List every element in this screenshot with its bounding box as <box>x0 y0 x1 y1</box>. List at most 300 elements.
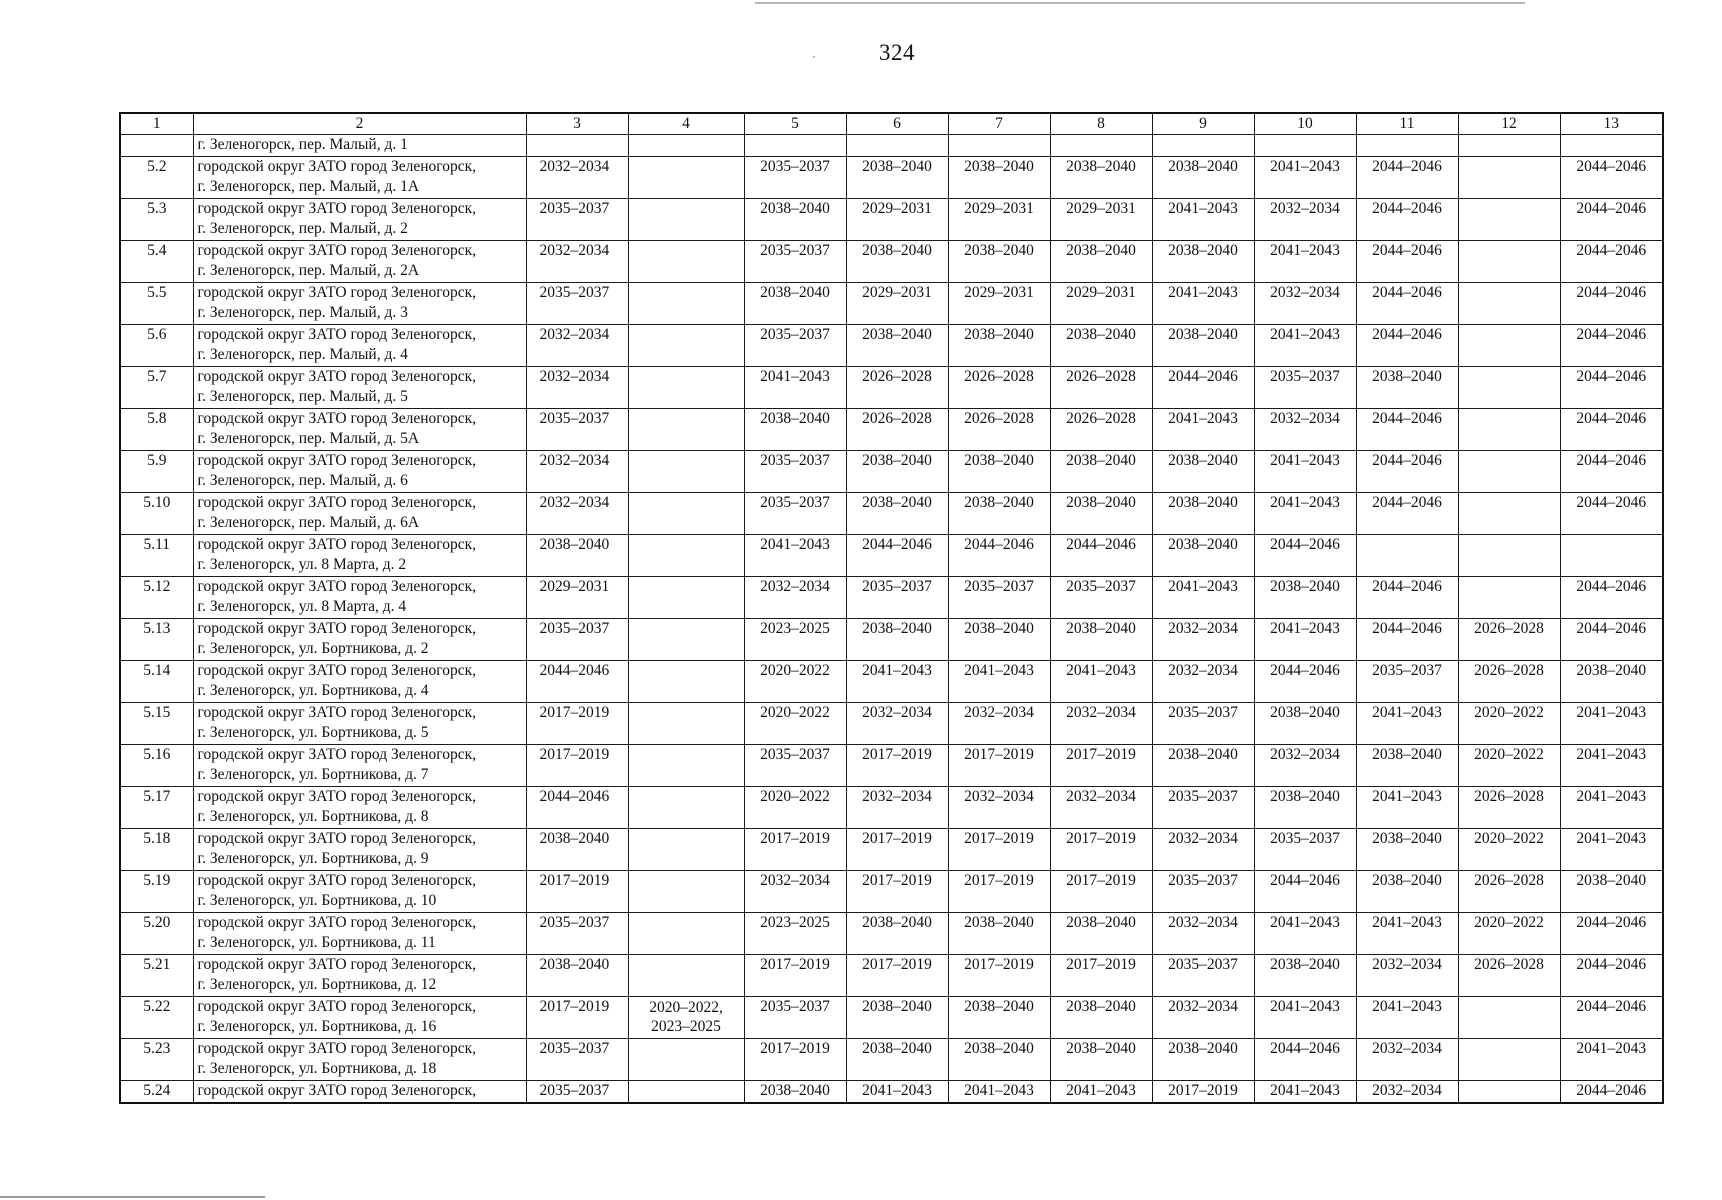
row-number-cell: 5.6 <box>120 325 193 367</box>
table-row <box>120 1081 1663 1104</box>
value-cell: 2044–2046 <box>1560 367 1663 409</box>
value-cell: 2038–2040 <box>948 493 1050 535</box>
value-cell: 2041–2043 <box>1356 913 1458 955</box>
value-cell <box>1458 1081 1560 1104</box>
value-cell: 2041–2043 <box>1254 325 1356 367</box>
address-cell: городской округ ЗАТО город Зеленогорск, г. Зеленогорск, ул. Бортникова, д. 2 <box>193 619 526 661</box>
value-cell: 2017–2019 <box>526 745 628 787</box>
value-cell: 2035–2037 <box>948 577 1050 619</box>
value-cell: 2038–2040 <box>1152 241 1254 283</box>
value-cell: 2041–2043 <box>1050 661 1152 703</box>
address-cell: городской округ ЗАТО город Зеленогорск, г. Зеленогорск, ул. 8 Марта, д. 4 <box>193 577 526 619</box>
column-header-10: 10 <box>1254 113 1356 135</box>
value-cell: 2020–2022 <box>744 703 846 745</box>
value-cell: 2038–2040 <box>846 493 948 535</box>
table-row <box>120 913 1663 955</box>
value-cell: 2038–2040 <box>846 241 948 283</box>
address-cell: городской округ ЗАТО город Зеленогорск, г. Зеленогорск, ул. Бортникова, д. 5 <box>193 703 526 745</box>
value-cell: 2035–2037 <box>744 325 846 367</box>
value-cell: 2020–2022 <box>1458 703 1560 745</box>
value-cell: 2020–2022, 2023–2025 <box>628 997 744 1039</box>
value-cell: 2035–2037 <box>526 1081 628 1104</box>
value-cell: 2041–2043 <box>1254 997 1356 1039</box>
value-cell: 2041–2043 <box>846 661 948 703</box>
value-cell <box>1458 241 1560 283</box>
value-cell: 2044–2046 <box>1560 1081 1663 1104</box>
value-cell: 2044–2046 <box>1356 157 1458 199</box>
value-cell <box>628 283 744 325</box>
value-cell <box>1458 135 1560 157</box>
value-cell: 2032–2034 <box>1152 619 1254 661</box>
value-cell: 2038–2040 <box>846 1039 948 1081</box>
value-cell: 2020–2022 <box>1458 913 1560 955</box>
value-cell: 2026–2028 <box>1458 661 1560 703</box>
value-cell <box>628 661 744 703</box>
row-number-cell: 5.4 <box>120 241 193 283</box>
value-cell: 2026–2028 <box>1458 955 1560 997</box>
value-cell: 2035–2037 <box>744 493 846 535</box>
value-cell: 2038–2040 <box>1152 451 1254 493</box>
value-cell: 2038–2040 <box>1254 787 1356 829</box>
value-cell: 2038–2040 <box>1152 535 1254 577</box>
value-cell: 2029–2031 <box>526 577 628 619</box>
value-cell: 2038–2040 <box>1050 493 1152 535</box>
address-cell: городской округ ЗАТО город Зеленогорск, г. Зеленогорск, пер. Малый, д. 6А <box>193 493 526 535</box>
address-cell: городской округ ЗАТО город Зеленогорск, г. Зеленогорск, пер. Малый, д. 2А <box>193 241 526 283</box>
address-cell: городской округ ЗАТО город Зеленогорск, г. Зеленогорск, ул. Бортникова, д. 8 <box>193 787 526 829</box>
value-cell: 2038–2040 <box>526 535 628 577</box>
value-cell: 2044–2046 <box>846 535 948 577</box>
table-row <box>120 703 1663 745</box>
value-cell: 2029–2031 <box>1050 199 1152 241</box>
address-cell: городской округ ЗАТО город Зеленогорск, г. Зеленогорск, ул. Бортникова, д. 9 <box>193 829 526 871</box>
table-row <box>120 241 1663 283</box>
value-cell: 2038–2040 <box>744 1081 846 1104</box>
value-cell: 2032–2034 <box>1356 955 1458 997</box>
value-cell: 2044–2046 <box>1356 619 1458 661</box>
value-cell: 2044–2046 <box>526 661 628 703</box>
value-cell <box>1560 135 1663 157</box>
value-cell <box>628 913 744 955</box>
value-cell: 2017–2019 <box>846 745 948 787</box>
value-cell <box>628 871 744 913</box>
row-number-cell: 5.21 <box>120 955 193 997</box>
value-cell: 2017–2019 <box>744 829 846 871</box>
value-cell: 2038–2040 <box>1050 325 1152 367</box>
value-cell: 2044–2046 <box>1560 157 1663 199</box>
value-cell: 2038–2040 <box>1356 367 1458 409</box>
address-cell: городской округ ЗАТО город Зеленогорск, г. Зеленогорск, ул. Бортникова, д. 4 <box>193 661 526 703</box>
value-cell <box>1458 325 1560 367</box>
value-cell: 2044–2046 <box>1254 871 1356 913</box>
value-cell <box>1356 535 1458 577</box>
value-cell: 2020–2022 <box>744 661 846 703</box>
value-cell: 2032–2034 <box>1254 409 1356 451</box>
value-cell: 2044–2046 <box>948 535 1050 577</box>
value-cell: 2032–2034 <box>526 325 628 367</box>
value-cell: 2032–2034 <box>1152 661 1254 703</box>
value-cell: 2038–2040 <box>1152 745 1254 787</box>
value-cell: 2041–2043 <box>1152 577 1254 619</box>
value-cell: 2038–2040 <box>744 409 846 451</box>
row-number-cell: 5.13 <box>120 619 193 661</box>
table-row <box>120 997 1663 1039</box>
value-cell <box>628 1039 744 1081</box>
value-cell: 2044–2046 <box>1152 367 1254 409</box>
value-cell <box>628 577 744 619</box>
value-cell: 2044–2046 <box>1560 997 1663 1039</box>
value-cell: 2041–2043 <box>1254 241 1356 283</box>
value-cell: 2044–2046 <box>1560 913 1663 955</box>
value-cell: 2017–2019 <box>744 955 846 997</box>
row-number-cell: 5.12 <box>120 577 193 619</box>
value-cell: 2041–2043 <box>1254 493 1356 535</box>
value-cell <box>846 135 948 157</box>
value-cell: 2017–2019 <box>846 955 948 997</box>
value-cell: 2032–2034 <box>526 157 628 199</box>
value-cell: 2017–2019 <box>1050 871 1152 913</box>
value-cell: 2035–2037 <box>744 157 846 199</box>
value-cell: 2044–2046 <box>1560 451 1663 493</box>
value-cell: 2035–2037 <box>744 997 846 1039</box>
value-cell <box>628 535 744 577</box>
value-cell: 2044–2046 <box>1356 493 1458 535</box>
value-cell: 2035–2037 <box>744 745 846 787</box>
value-cell <box>628 1081 744 1104</box>
value-cell <box>628 325 744 367</box>
value-cell: 2035–2037 <box>744 451 846 493</box>
table-row <box>120 367 1663 409</box>
value-cell: 2026–2028 <box>846 409 948 451</box>
value-cell: 2041–2043 <box>1050 1081 1152 1104</box>
address-cell: городской округ ЗАТО город Зеленогорск, г. Зеленогорск, пер. Малый, д. 5 <box>193 367 526 409</box>
address-cell: городской округ ЗАТО город Зеленогорск, г. Зеленогорск, пер. Малый, д. 5А <box>193 409 526 451</box>
value-cell: 2032–2034 <box>846 787 948 829</box>
value-cell <box>1458 997 1560 1039</box>
value-cell: 2038–2040 <box>1254 955 1356 997</box>
value-cell: 2044–2046 <box>1560 577 1663 619</box>
value-cell: 2044–2046 <box>1560 493 1663 535</box>
value-cell <box>628 409 744 451</box>
value-cell: 2032–2034 <box>1152 913 1254 955</box>
value-cell: 2032–2034 <box>948 787 1050 829</box>
table-row <box>120 157 1663 199</box>
column-header-6: 6 <box>846 113 948 135</box>
value-cell: 2035–2037 <box>1050 577 1152 619</box>
value-cell: 2044–2046 <box>1560 619 1663 661</box>
value-cell: 2032–2034 <box>1356 1081 1458 1104</box>
value-cell: 2038–2040 <box>1050 157 1152 199</box>
value-cell: 2041–2043 <box>1560 787 1663 829</box>
value-cell <box>628 955 744 997</box>
value-cell: 2026–2028 <box>948 409 1050 451</box>
value-cell: 2044–2046 <box>1356 325 1458 367</box>
table-row <box>120 745 1663 787</box>
value-cell: 2044–2046 <box>1356 577 1458 619</box>
address-cell: г. Зеленогорск, пер. Малый, д. 1 <box>193 135 526 157</box>
value-cell <box>628 135 744 157</box>
value-cell <box>1050 135 1152 157</box>
value-cell <box>1458 577 1560 619</box>
value-cell: 2041–2043 <box>948 1081 1050 1104</box>
address-cell: городской округ ЗАТО город Зеленогорск, г. Зеленогорск, ул. Бортникова, д. 18 <box>193 1039 526 1081</box>
table-row <box>120 661 1663 703</box>
value-cell <box>1458 451 1560 493</box>
value-cell: 2032–2034 <box>948 703 1050 745</box>
value-cell: 2038–2040 <box>1254 703 1356 745</box>
value-cell <box>526 135 628 157</box>
table-row <box>120 871 1663 913</box>
value-cell: 2038–2040 <box>948 619 1050 661</box>
header-row <box>120 113 1663 135</box>
value-cell: 2041–2043 <box>1254 619 1356 661</box>
value-cell: 2035–2037 <box>1152 787 1254 829</box>
value-cell: 2038–2040 <box>744 199 846 241</box>
column-header-11: 11 <box>1356 113 1458 135</box>
value-cell: 2035–2037 <box>1254 367 1356 409</box>
column-header-3: 3 <box>526 113 628 135</box>
value-cell: 2017–2019 <box>526 997 628 1039</box>
value-cell: 2041–2043 <box>744 535 846 577</box>
value-cell: 2017–2019 <box>948 745 1050 787</box>
address-cell: городской округ ЗАТО город Зеленогорск, г. Зеленогорск, пер. Малый, д. 3 <box>193 283 526 325</box>
row-number-cell: 5.2 <box>120 157 193 199</box>
row-number-cell: 5.23 <box>120 1039 193 1081</box>
value-cell: 2041–2043 <box>1152 283 1254 325</box>
value-cell: 2026–2028 <box>1458 619 1560 661</box>
value-cell: 2038–2040 <box>846 997 948 1039</box>
table-row <box>120 451 1663 493</box>
column-header-4: 4 <box>628 113 744 135</box>
value-cell: 2032–2034 <box>744 577 846 619</box>
value-cell: 2044–2046 <box>1356 283 1458 325</box>
value-cell: 2029–2031 <box>846 283 948 325</box>
value-cell: 2038–2040 <box>846 619 948 661</box>
value-cell <box>1458 535 1560 577</box>
row-number-cell <box>120 135 193 157</box>
value-cell <box>1458 409 1560 451</box>
column-header-13: 13 <box>1560 113 1663 135</box>
value-cell: 2026–2028 <box>846 367 948 409</box>
row-number-cell: 5.22 <box>120 997 193 1039</box>
value-cell: 2017–2019 <box>526 703 628 745</box>
table-row <box>120 493 1663 535</box>
value-cell: 2038–2040 <box>948 241 1050 283</box>
value-cell: 2038–2040 <box>948 451 1050 493</box>
value-cell: 2038–2040 <box>948 325 1050 367</box>
value-cell: 2044–2046 <box>1356 451 1458 493</box>
scan-edge-line-top <box>755 2 1525 4</box>
value-cell: 2044–2046 <box>1050 535 1152 577</box>
value-cell <box>1458 367 1560 409</box>
value-cell <box>628 451 744 493</box>
value-cell: 2038–2040 <box>948 913 1050 955</box>
column-header-7: 7 <box>948 113 1050 135</box>
value-cell <box>744 135 846 157</box>
value-cell: 2026–2028 <box>1050 409 1152 451</box>
value-cell <box>628 157 744 199</box>
row-number-cell: 5.24 <box>120 1081 193 1104</box>
row-number-cell: 5.14 <box>120 661 193 703</box>
value-cell: 2023–2025 <box>744 619 846 661</box>
scan-edge-line-bottom <box>0 1196 265 1198</box>
value-cell: 2035–2037 <box>744 241 846 283</box>
value-cell <box>1458 493 1560 535</box>
value-cell: 2044–2046 <box>1356 409 1458 451</box>
address-cell: городской округ ЗАТО город Зеленогорск, г. Зеленогорск, ул. 8 Марта, д. 2 <box>193 535 526 577</box>
row-number-cell: 5.7 <box>120 367 193 409</box>
value-cell: 2017–2019 <box>526 871 628 913</box>
value-cell: 2038–2040 <box>846 325 948 367</box>
table-row <box>120 955 1663 997</box>
value-cell: 2038–2040 <box>1254 577 1356 619</box>
continuation-row <box>120 135 1663 157</box>
value-cell: 2032–2034 <box>1050 787 1152 829</box>
value-cell: 2038–2040 <box>846 913 948 955</box>
row-number-cell: 5.3 <box>120 199 193 241</box>
value-cell: 2038–2040 <box>744 283 846 325</box>
value-cell: 2041–2043 <box>1560 1039 1663 1081</box>
value-cell: 2017–2019 <box>744 1039 846 1081</box>
column-header-5: 5 <box>744 113 846 135</box>
value-cell: 2035–2037 <box>846 577 948 619</box>
value-cell: 2029–2031 <box>1050 283 1152 325</box>
value-cell: 2041–2043 <box>948 661 1050 703</box>
value-cell: 2017–2019 <box>948 955 1050 997</box>
value-cell: 2041–2043 <box>846 1081 948 1104</box>
value-cell: 2038–2040 <box>948 1039 1050 1081</box>
value-cell: 2032–2034 <box>1254 745 1356 787</box>
value-cell: 2041–2043 <box>1254 451 1356 493</box>
value-cell: 2038–2040 <box>526 829 628 871</box>
value-cell: 2038–2040 <box>1152 1039 1254 1081</box>
value-cell: 2038–2040 <box>1356 745 1458 787</box>
value-cell: 2035–2037 <box>526 913 628 955</box>
row-number-cell: 5.5 <box>120 283 193 325</box>
value-cell: 2017–2019 <box>846 829 948 871</box>
value-cell: 2032–2034 <box>1050 703 1152 745</box>
row-number-cell: 5.11 <box>120 535 193 577</box>
address-cell: городской округ ЗАТО город Зеленогорск, г. Зеленогорск, ул. Бортникова, д. 12 <box>193 955 526 997</box>
table-body <box>120 113 1663 1103</box>
value-cell: 2044–2046 <box>1560 199 1663 241</box>
schedule-table-container <box>119 112 1664 1104</box>
value-cell <box>628 493 744 535</box>
value-cell: 2026–2028 <box>948 367 1050 409</box>
value-cell: 2032–2034 <box>744 871 846 913</box>
value-cell: 2035–2037 <box>1254 829 1356 871</box>
page-number: 324 <box>879 40 915 65</box>
value-cell: 2041–2043 <box>1152 409 1254 451</box>
value-cell: 2035–2037 <box>526 1039 628 1081</box>
address-cell: городской округ ЗАТО город Зеленогорск, г. Зеленогорск, ул. Бортникова, д. 10 <box>193 871 526 913</box>
value-cell: 2017–2019 <box>1050 955 1152 997</box>
value-cell: 2038–2040 <box>846 157 948 199</box>
value-cell: 2035–2037 <box>1152 871 1254 913</box>
value-cell <box>1458 157 1560 199</box>
value-cell: 2038–2040 <box>846 451 948 493</box>
value-cell: 2029–2031 <box>948 283 1050 325</box>
value-cell: 2041–2043 <box>1152 199 1254 241</box>
value-cell: 2026–2028 <box>1458 787 1560 829</box>
value-cell: 2038–2040 <box>1050 913 1152 955</box>
value-cell: 2032–2034 <box>1254 283 1356 325</box>
row-number-cell: 5.8 <box>120 409 193 451</box>
column-header-9: 9 <box>1152 113 1254 135</box>
value-cell: 2038–2040 <box>948 157 1050 199</box>
value-cell: 2044–2046 <box>526 787 628 829</box>
value-cell: 2044–2046 <box>1356 241 1458 283</box>
table-row <box>120 619 1663 661</box>
value-cell: 2038–2040 <box>1050 997 1152 1039</box>
table-row <box>120 1039 1663 1081</box>
value-cell <box>628 829 744 871</box>
row-number-cell: 5.9 <box>120 451 193 493</box>
value-cell: 2032–2034 <box>526 493 628 535</box>
value-cell: 2038–2040 <box>1050 619 1152 661</box>
value-cell: 2035–2037 <box>1152 703 1254 745</box>
value-cell: 2020–2022 <box>1458 829 1560 871</box>
value-cell: 2044–2046 <box>1356 199 1458 241</box>
value-cell: 2041–2043 <box>1356 703 1458 745</box>
row-number-cell: 5.16 <box>120 745 193 787</box>
value-cell: 2035–2037 <box>526 283 628 325</box>
row-number-cell: 5.15 <box>120 703 193 745</box>
value-cell: 2038–2040 <box>526 955 628 997</box>
table-row <box>120 283 1663 325</box>
value-cell: 2017–2019 <box>1152 1081 1254 1104</box>
address-cell: городской округ ЗАТО город Зеленогорск, г. Зеленогорск, ул. Бортникова, д. 7 <box>193 745 526 787</box>
value-cell: 2035–2037 <box>1152 955 1254 997</box>
value-cell: 2017–2019 <box>846 871 948 913</box>
row-number-cell: 5.20 <box>120 913 193 955</box>
value-cell: 2029–2031 <box>846 199 948 241</box>
value-cell: 2017–2019 <box>1050 745 1152 787</box>
value-cell: 2041–2043 <box>1254 157 1356 199</box>
value-cell <box>1152 135 1254 157</box>
value-cell: 2020–2022 <box>744 787 846 829</box>
value-cell: 2044–2046 <box>1560 325 1663 367</box>
value-cell: 2032–2034 <box>1152 829 1254 871</box>
value-cell: 2041–2043 <box>1356 787 1458 829</box>
value-cell: 2035–2037 <box>526 199 628 241</box>
address-cell: городской округ ЗАТО город Зеленогорск, г. Зеленогорск, ул. Бортникова, д. 16 <box>193 997 526 1039</box>
value-cell: 2032–2034 <box>846 703 948 745</box>
table-row <box>120 787 1663 829</box>
value-cell: 2038–2040 <box>1050 241 1152 283</box>
value-cell: 2044–2046 <box>1560 241 1663 283</box>
value-cell <box>628 199 744 241</box>
value-cell: 2032–2034 <box>526 367 628 409</box>
table-row <box>120 577 1663 619</box>
table-row <box>120 829 1663 871</box>
table-row <box>120 325 1663 367</box>
value-cell: 2041–2043 <box>1560 829 1663 871</box>
value-cell <box>948 135 1050 157</box>
row-number-cell: 5.19 <box>120 871 193 913</box>
value-cell <box>1458 1039 1560 1081</box>
row-number-cell: 5.10 <box>120 493 193 535</box>
value-cell: 2044–2046 <box>1560 409 1663 451</box>
value-cell: 2020–2022 <box>1458 745 1560 787</box>
value-cell <box>1356 135 1458 157</box>
value-cell <box>628 367 744 409</box>
value-cell <box>628 619 744 661</box>
value-cell: 2044–2046 <box>1254 535 1356 577</box>
table-row <box>120 535 1663 577</box>
schedule-table <box>119 112 1664 1104</box>
value-cell: 2035–2037 <box>526 409 628 451</box>
